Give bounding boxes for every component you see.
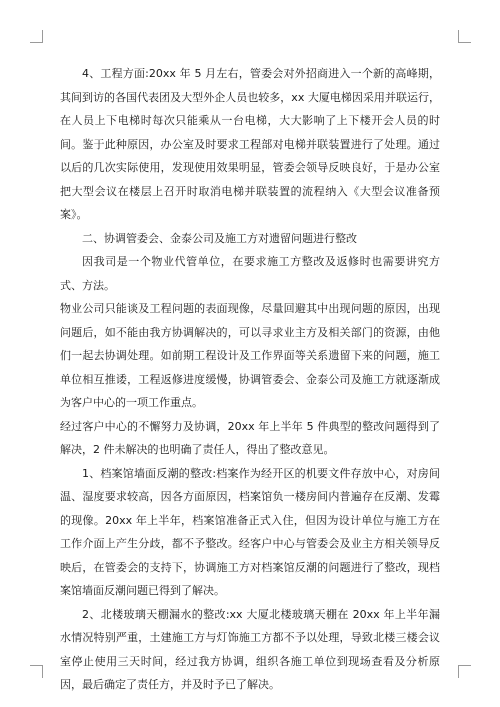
crop-mark-top-right [458, 30, 471, 43]
paragraph-engineering: 4、工程方面:20xx 年 5 月左右，管委会对外招商进入一个新的高峰期，其间到访的各国代表团及大型外企人员也较多，xx 大厦电梯因采用并联运行，在人员上下电梯时每次只能乘从一台电梯，大大影响了上下楼开会人员的时间。鉴于此种原因，办公室及时要求工程部对电梯并联装置进行了处理。通过以后的几次实际使用，发现使用效果明显，管委会领导反映良好，于是办公室把大型会议在楼层上召开时取消电梯并联装置的流程纳入《大型会议准备预案》。 [60, 67, 440, 221]
paragraph-results: 经过客户中心的不懈努力及协调，20xx 年上半年 5 件典型的整改问题得到了解决，2 件未解决的也明确了责任人，得出了整改意见。 [60, 419, 440, 456]
crop-mark-bottom-left [30, 665, 43, 678]
paragraph-property-agent: 因我司是一个物业代管单位，在要求施工方整改及返修时也需要讲究方式、方法。 [60, 255, 440, 292]
crop-mark-top-left [30, 30, 43, 43]
section-heading-coordination: 二、协调管委会、金泰公司及施工方对遗留问题进行整改 [82, 231, 357, 245]
paragraph-surface-issues: 物业公司只能谈及工程问题的表面现像，尽量回避其中出现问题的原因，出现问题后，如不能由我方协调解决的，可以寻求业主方及相关部门的资源，由他们一起去协调处理。如前期工程设计及工作界面等关系遗留下来的问题，施工单位相互推诿，工程返修进度缓慢，协调管委会、金泰公司及施工方就逐渐成为客户中心的一项工作重点。 [60, 302, 440, 409]
document-body [60, 62, 440, 697]
crop-mark-bottom-right [458, 665, 471, 678]
paragraph-archive-moisture: 1、档案馆墙面反潮的整改:档案作为经开区的机要文件存放中心，对房间温、湿度要求较高，因各方面原因，档案馆负一楼房间内普遍存在反潮、发霉的现像。20xx 年上半年，档案馆准备正式入住，但因为设计单位与施工方在工作介面上产生分歧，都不予整改。经客户中心与管委会及业主方相关领导反映后，在管委会的支持下，协调施工方对档案馆反潮的问题进行了整改，现档案馆墙面反潮问题已得到了解决。 [60, 466, 440, 597]
paragraph-glass-roof-leak: 2、北楼玻璃天棚漏水的整改:xx 大厦北楼玻璃天棚在 20xx 年上半年漏水情况特别严重，土建施工方与灯饰施工方都不予以处理，导致北楼三楼会议室停止使用三天时间，经过我方协调，组织各施工单位到现场查看及分析原因，最后确定了责任方，并及时予已了解决。 [60, 607, 440, 691]
